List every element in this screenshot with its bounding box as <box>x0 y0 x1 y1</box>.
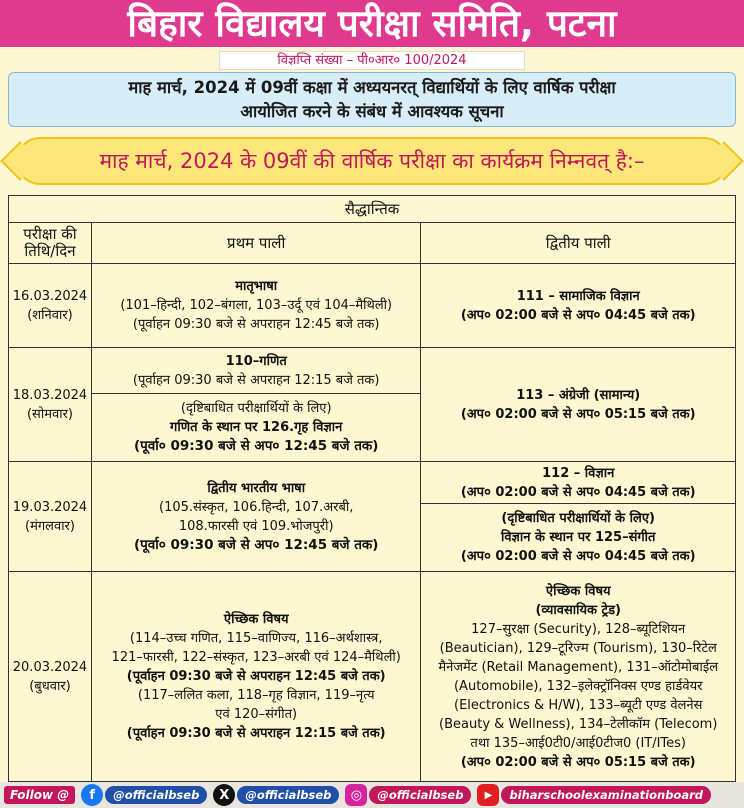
programme-banner <box>16 137 728 185</box>
table-row <box>9 572 736 782</box>
subject-title: 111 – सामाजिक विज्ञान <box>516 288 640 304</box>
exam-schedule-table <box>8 195 736 782</box>
facebook-handle: @officialbseb <box>105 786 207 804</box>
date-cell <box>9 462 92 572</box>
youtube-handle: biharschoolexaminationboard <box>501 786 711 804</box>
first-shift-cell <box>91 462 420 572</box>
exam-time: (अप० 02:00 बजे से अप० 05:15 बजे तक) <box>460 754 696 770</box>
subject-title: ऐच्छिक विषय <box>223 612 289 627</box>
exam-time: (पूर्वा० 09:30 बजे से अप० 12:45 बजे तक) <box>133 536 379 553</box>
subject-note: (दृष्टिबाधित परीक्षार्थियों के लिए) <box>180 401 332 416</box>
subject-detail: 121–फारसी, 122–संस्कृत, 123–अरबी एवं 124–मैथिली) <box>111 650 401 665</box>
instagram-link[interactable] <box>345 784 471 806</box>
subject-detail: (105.संस्कृत, 106.हिन्दी, 107.अरबी, <box>159 499 354 515</box>
x-icon: X <box>213 784 235 806</box>
subject-note: (दृष्टिबाधित परीक्षार्थियों के लिए) <box>501 511 655 526</box>
banner-arrow-right <box>704 141 744 181</box>
instagram-icon: ◎ <box>345 784 367 806</box>
subject-detail: (Electronics & H/W), 133–ब्यूटी एण्ड वेलनेस <box>454 697 703 713</box>
date-cell <box>9 348 92 462</box>
subject-title: 113 – अंग्रेजी (सामान्य) <box>516 387 641 403</box>
subject-detail: तथा 135–आई0टी0/आई0टीज0 (IT/ITes) <box>470 735 687 751</box>
subject-title: 110–गणित <box>225 353 287 369</box>
subject-detail: (114–उच्च गणित, 115–वाणिज्य, 116–अर्थशास्त्र, <box>129 631 383 646</box>
subject-title: गणित के स्थान पर 126.गृह विज्ञान <box>170 420 343 435</box>
first-shift-cell-alt <box>91 394 420 462</box>
youtube-link[interactable] <box>477 784 711 806</box>
second-shift-cell <box>421 348 736 462</box>
date-cell <box>9 572 92 782</box>
column-header-second-shift: द्वितीय पाली <box>421 223 736 264</box>
first-shift-cell <box>91 572 420 782</box>
theory-header: सैद्धान्तिक <box>9 196 736 223</box>
exam-time: (अप० 02:00 बजे से अप० 04:45 बजे तक) <box>460 484 696 500</box>
subject-detail: (Automobile), 132–इलेक्ट्रॉनिक्स एण्ड हार्डवेयर <box>453 678 703 694</box>
subject-detail: एवं 120–संगीत) <box>215 707 298 722</box>
exam-time: (अप० 02:00 बजे से अप० 05:15 बजे तक) <box>460 406 696 422</box>
banner-arrow-left <box>0 141 40 181</box>
subject-detail: 108.फारसी एवं 109.भोजपुरी) <box>178 518 334 534</box>
notice-number: विज्ञप्ति संख्या – पी०आर० 100/2024 <box>219 51 525 70</box>
subject-title: द्वितीय भारतीय भाषा <box>207 480 306 496</box>
follow-label: Follow @ <box>4 786 75 804</box>
programme-title: माह मार्च, 2024 के 09वीं की वार्षिक परीक्षा का कार्यक्रम निम्नवत् है:– <box>99 149 645 173</box>
subject-title: मातृभाषा <box>235 279 278 294</box>
exam-time: (पूर्वाहन 09:30 बजे से अपराहन 12:15 बजे तक) <box>126 726 386 741</box>
second-shift-cell <box>421 572 736 782</box>
exam-time: (पूर्वाहन 09:30 बजे से अपराहन 12:45 बजे तक) <box>132 317 380 332</box>
table-row <box>9 462 736 504</box>
instagram-handle: @officialbseb <box>369 786 471 804</box>
exam-time: (पूर्वाहन 09:30 बजे से अपराहन 12:15 बजे तक) <box>132 372 380 388</box>
exam-day: (बुधवार) <box>29 678 71 694</box>
column-header-date <box>9 223 92 264</box>
table-row <box>9 348 736 394</box>
subject-detail: (Beautician), 129–टूरिज्म (Tourism), 130–रिटेल <box>439 640 717 656</box>
subject-detail: (101–हिन्दी, 102–बंगला, 103–उर्दू एवं 104–मैथिली) <box>120 298 393 313</box>
subject-title: ऐच्छिक विषय <box>545 583 611 599</box>
exam-time: (पूर्वाहन 09:30 बजे से अपराहन 12:45 बजे तक) <box>126 669 386 684</box>
table-row <box>9 264 736 348</box>
x-link[interactable] <box>213 784 339 806</box>
subject-title: विज्ञान के स्थान पर 125–संगीत <box>500 530 656 545</box>
subject-subtitle: (व्यावसायिक ट्रेड) <box>535 602 621 618</box>
second-shift-cell-alt <box>421 504 736 572</box>
page-title: बिहार विद्यालय परीक्षा समिति, पटना <box>0 0 744 47</box>
notice-subject <box>8 72 736 127</box>
second-shift-cell <box>421 264 736 348</box>
social-footer <box>0 782 744 808</box>
first-shift-cell <box>91 264 420 348</box>
subject-detail: (117–ललित कला, 118–गृह विज्ञान, 119–नृत्य <box>137 688 375 703</box>
exam-time: (अप० 02:00 बजे से अप० 04:45 बजे तक) <box>460 307 696 323</box>
exam-date: 16.03.2024 <box>12 288 88 304</box>
exam-day: (मंगलवार) <box>25 518 75 534</box>
column-header-first-shift: प्रथम पाली <box>91 223 420 264</box>
first-shift-cell <box>91 348 420 394</box>
exam-date: 20.03.2024 <box>12 659 88 675</box>
second-shift-cell <box>421 462 736 504</box>
x-handle: @officialbseb <box>237 786 339 804</box>
exam-time: (पूर्वा० 09:30 बजे से अप० 12:45 बजे तक) <box>133 438 379 454</box>
exam-day: (शनिवार) <box>27 307 73 323</box>
subject-detail: 127–सुरक्षा (Security), 128–ब्यूटिशियन <box>471 621 686 637</box>
facebook-icon: f <box>81 784 103 806</box>
subject-detail: (Beauty & Wellness), 134–टेलीकॉम (Telecom) <box>439 716 718 732</box>
exam-date: 19.03.2024 <box>12 499 88 515</box>
exam-time: (अप० 02:00 बजे से अप० 04:45 बजे तक) <box>460 549 696 564</box>
subject-line-2: आयोजित करने के संबंध में आवश्यक सूचना <box>240 102 504 121</box>
date-header-line-2: तिथि/दिन <box>24 242 76 260</box>
date-cell <box>9 264 92 348</box>
youtube-icon: ▶ <box>477 784 499 806</box>
date-header-line-1: परीक्षा की <box>23 225 77 243</box>
facebook-link[interactable] <box>81 784 207 806</box>
exam-day: (सोमवार) <box>26 406 73 422</box>
exam-date: 18.03.2024 <box>12 387 88 403</box>
subject-detail: मैनेजमेंट (Retail Management), 131–ऑटोमोबाईल <box>438 659 719 675</box>
subject-title: 112 – विज्ञान <box>542 465 615 481</box>
subject-line-1: माह मार्च, 2024 में 09वीं कक्षा में अध्ययनरत् विद्यार्थियों के लिए वार्षिक परीक्षा <box>128 78 616 97</box>
